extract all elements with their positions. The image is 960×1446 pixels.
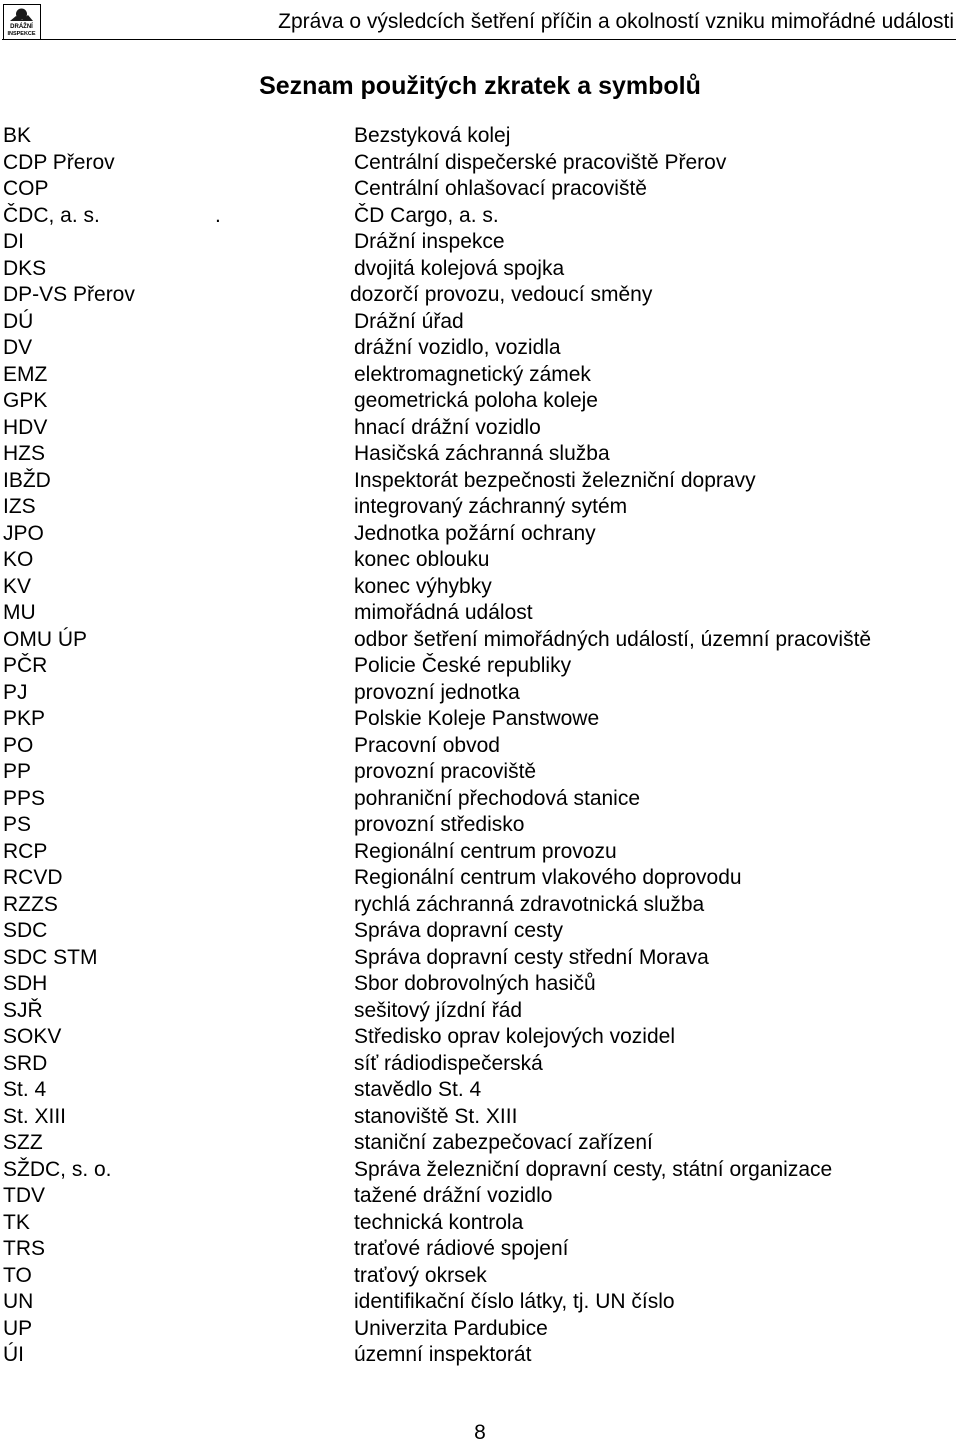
abbreviation-meaning: hnací drážní vozidlo <box>354 415 541 439</box>
abbreviation-row <box>3 1289 953 1316</box>
abbreviation-term: DP-VS Přerov <box>3 283 135 306</box>
abbreviation-meaning: traťové rádiové spojení <box>354 1237 569 1260</box>
abbreviation-meaning: pohraniční přechodová stanice <box>354 786 641 810</box>
abbreviation-row <box>3 150 953 177</box>
abbreviation-meaning: Regionální centrum vlakového doprovodu <box>354 866 742 889</box>
abbreviation-meaning: Správa železniční dopravní cesty, státní organizace <box>354 1157 833 1181</box>
abbreviation-row <box>3 494 953 521</box>
abbreviation-term: IZS <box>3 495 36 518</box>
abbreviation-meaning: územní inspektorát <box>354 1343 532 1366</box>
abbreviation-term: PJ <box>3 680 28 704</box>
abbreviation-row <box>3 1077 953 1104</box>
abbreviation-row <box>3 415 953 442</box>
abbreviation-term: KV <box>3 574 32 598</box>
abbreviation-row <box>3 574 953 601</box>
abbreviation-row <box>3 653 953 680</box>
abbreviation-meaning: síť rádiodispečerská <box>354 1051 543 1075</box>
abbreviation-term: TRS <box>3 1237 45 1260</box>
abbreviation-term: SRD <box>3 1051 48 1075</box>
abbreviation-term: DÚ <box>3 309 34 333</box>
abbreviation-meaning: traťový okrsek <box>354 1263 487 1287</box>
abbreviation-row <box>3 547 953 574</box>
abbreviation-term: PP <box>3 760 32 783</box>
abbreviation-term: UN <box>3 1290 34 1313</box>
abbreviation-term: TO <box>3 1263 32 1287</box>
abbreviation-row <box>3 945 953 972</box>
abbreviation-row <box>3 1051 953 1078</box>
abbreviation-meaning: dozorčí provozu, vedoucí směny <box>350 283 653 306</box>
abbreviation-row <box>3 1024 953 1051</box>
abbreviation-term: ČDC, a. s. <box>3 203 100 227</box>
abbreviation-meaning: Policie České republiky <box>354 654 572 677</box>
abbreviation-term: PPS <box>3 786 46 810</box>
abbreviation-term: EMZ <box>3 362 48 386</box>
abbreviation-row <box>3 176 953 203</box>
abbreviation-row <box>3 1130 953 1157</box>
abbreviation-row <box>3 1210 953 1237</box>
abbreviation-row <box>3 521 953 548</box>
abbreviation-term: PO <box>3 733 34 757</box>
abbreviation-term: DKS <box>3 256 47 280</box>
abbreviation-term: BK <box>3 124 32 147</box>
abbreviation-term: OMU ÚP <box>3 627 87 651</box>
abbreviation-term: RZZS <box>3 892 58 916</box>
abbreviation-term: PČR <box>3 654 48 677</box>
abbreviation-row <box>3 839 953 866</box>
abbreviation-meaning: elektromagnetický zámek <box>354 362 591 386</box>
abbreviation-meaning: dvojitá kolejová spojka <box>354 256 565 280</box>
abbreviation-term: PS <box>3 813 32 836</box>
logo-emblem-icon <box>4 5 39 38</box>
drazni-inspekce-logo <box>3 4 41 40</box>
abbreviation-row <box>3 918 953 945</box>
logo-text-line1: DRÁŽNÍ <box>10 24 33 30</box>
abbreviation-meaning: rychlá záchranná zdravotnická služba <box>354 892 705 916</box>
abbreviation-row <box>3 759 953 786</box>
abbreviation-row <box>3 706 953 733</box>
abbreviation-term: CDP Přerov <box>3 150 115 174</box>
abbreviation-term: SDC <box>3 919 48 942</box>
abbreviation-meaning: Centrální ohlašovací pracoviště <box>354 177 647 200</box>
abbreviation-row <box>3 1316 953 1343</box>
abbreviation-term: JPO <box>3 521 44 545</box>
abbreviation-row <box>3 1104 953 1131</box>
abbreviation-meaning: geometrická poloha koleje <box>354 389 598 412</box>
abbreviation-meaning: stanoviště St. XIII <box>354 1104 518 1128</box>
abbreviation-row <box>3 998 953 1025</box>
abbreviation-meaning: Bezstyková kolej <box>354 124 511 147</box>
abbreviation-term: TDV <box>3 1184 45 1207</box>
abbreviation-meaning: Jednotka požární ochrany <box>354 521 596 545</box>
abbreviation-row <box>3 627 953 654</box>
abbreviation-meaning: sešitový jízdní řád <box>354 998 523 1022</box>
abbreviation-meaning: konec oblouku <box>354 548 490 571</box>
abbreviation-term: SDH <box>3 972 48 995</box>
abbreviation-meaning: provozní jednotka <box>354 680 520 704</box>
abbreviation-meaning: Správa dopravní cesty střední Morava <box>354 945 709 969</box>
abbreviation-row <box>3 388 953 415</box>
abbreviation-term: SZZ <box>3 1131 43 1154</box>
abbreviation-meaning: Inspektorát bezpečnosti železniční dopravy <box>354 468 756 492</box>
abbreviation-meaning: Sbor dobrovolných hasičů <box>354 972 596 995</box>
abbreviation-row <box>3 1263 953 1290</box>
abbreviation-row <box>3 1183 953 1210</box>
logo-text-line2: INSPEKCE <box>7 31 36 37</box>
abbreviation-separator: . <box>215 203 221 227</box>
abbreviation-meaning: Hasičská záchranná služba <box>354 442 610 465</box>
abbreviation-term: DV <box>3 336 33 359</box>
abbreviation-term: SDC STM <box>3 945 98 969</box>
abbreviation-meaning: staniční zabezpečovací zařízení <box>354 1131 653 1154</box>
abbreviation-row <box>3 468 953 495</box>
abbreviation-meaning: Univerzita Pardubice <box>354 1316 548 1340</box>
section-title: Seznam použitých zkratek a symbolů <box>259 72 701 100</box>
abbreviation-row <box>3 256 953 283</box>
abbreviation-term: GPK <box>3 389 48 412</box>
abbreviation-term: ÚI <box>3 1343 24 1366</box>
abbreviation-term: HDV <box>3 415 48 439</box>
abbreviation-term: St. XIII <box>3 1104 67 1128</box>
abbreviation-meaning: Správa dopravní cesty <box>354 919 563 942</box>
abbreviation-meaning: ČD Cargo, a. s. <box>354 203 499 227</box>
abbreviation-row <box>3 865 953 892</box>
abbreviation-term: RCVD <box>3 866 63 889</box>
abbreviation-meaning: drážní vozidlo, vozidla <box>354 336 561 359</box>
abbreviation-row <box>3 786 953 813</box>
abbreviation-row <box>3 1157 953 1184</box>
abbreviation-term: PKP <box>3 707 46 730</box>
abbreviation-term: SŽDC, s. o. <box>3 1157 112 1181</box>
abbreviation-meaning: konec výhybky <box>354 574 492 598</box>
abbreviation-term: TK <box>3 1210 30 1234</box>
abbreviation-term: St. 4 <box>3 1078 47 1101</box>
abbreviation-row <box>3 203 953 230</box>
abbreviation-meaning: Drážní inspekce <box>354 230 505 253</box>
abbreviation-row <box>3 441 953 468</box>
abbreviation-meaning: provozní středisko <box>354 813 525 836</box>
abbreviation-meaning: stavědlo St. 4 <box>354 1078 482 1101</box>
abbreviation-row <box>3 229 953 256</box>
abbreviation-term: IBŽD <box>3 468 51 492</box>
header-divider <box>2 39 956 40</box>
abbreviation-meaning: Polskie Koleje Panstwowe <box>354 707 600 730</box>
abbreviation-term: KO <box>3 548 34 571</box>
abbreviation-row <box>3 282 953 309</box>
abbreviation-meaning: Centrální dispečerské pracoviště Přerov <box>354 150 727 174</box>
abbreviation-row <box>3 733 953 760</box>
abbreviation-term: DI <box>3 230 24 253</box>
abbreviation-term: SJŘ <box>3 998 43 1022</box>
abbreviation-meaning: technická kontrola <box>354 1210 524 1234</box>
header-title: Zpráva o výsledcích šetření příčin a okolností vzniku mimořádné události <box>278 10 954 33</box>
abbreviation-row <box>3 1236 953 1263</box>
abbreviation-row <box>3 680 953 707</box>
abbreviation-meaning: tažené drážní vozidlo <box>354 1184 553 1207</box>
abbreviation-meaning: mimořádná událost <box>354 601 533 624</box>
abbreviation-meaning: Pracovní obvod <box>354 733 500 757</box>
abbreviation-meaning: provozní pracoviště <box>354 760 537 783</box>
abbreviation-term: SOKV <box>3 1025 62 1048</box>
abbreviation-row <box>3 812 953 839</box>
abbreviation-term: HZS <box>3 442 45 465</box>
abbreviation-list <box>3 123 953 1369</box>
abbreviation-meaning: Regionální centrum provozu <box>354 839 617 863</box>
abbreviation-term: MU <box>3 601 36 624</box>
abbreviation-term: RCP <box>3 839 48 863</box>
abbreviation-row <box>3 123 953 150</box>
page-number: 8 <box>474 1421 486 1444</box>
abbreviation-row <box>3 971 953 998</box>
abbreviation-meaning: Drážní úřad <box>354 309 464 333</box>
abbreviation-row <box>3 892 953 919</box>
abbreviation-term: COP <box>3 177 49 200</box>
abbreviation-meaning: identifikační číslo látky, tj. UN číslo <box>354 1290 675 1313</box>
abbreviation-meaning: integrovaný záchranný sytém <box>354 495 628 518</box>
abbreviation-row <box>3 600 953 627</box>
abbreviation-meaning: odbor šetření mimořádných událostí, územní pracoviště <box>354 627 872 651</box>
abbreviation-row <box>3 309 953 336</box>
abbreviation-row <box>3 1342 953 1369</box>
abbreviation-term: UP <box>3 1316 33 1340</box>
abbreviation-meaning: Středisko oprav kolejových vozidel <box>354 1025 675 1048</box>
abbreviation-row <box>3 335 953 362</box>
abbreviation-row <box>3 362 953 389</box>
